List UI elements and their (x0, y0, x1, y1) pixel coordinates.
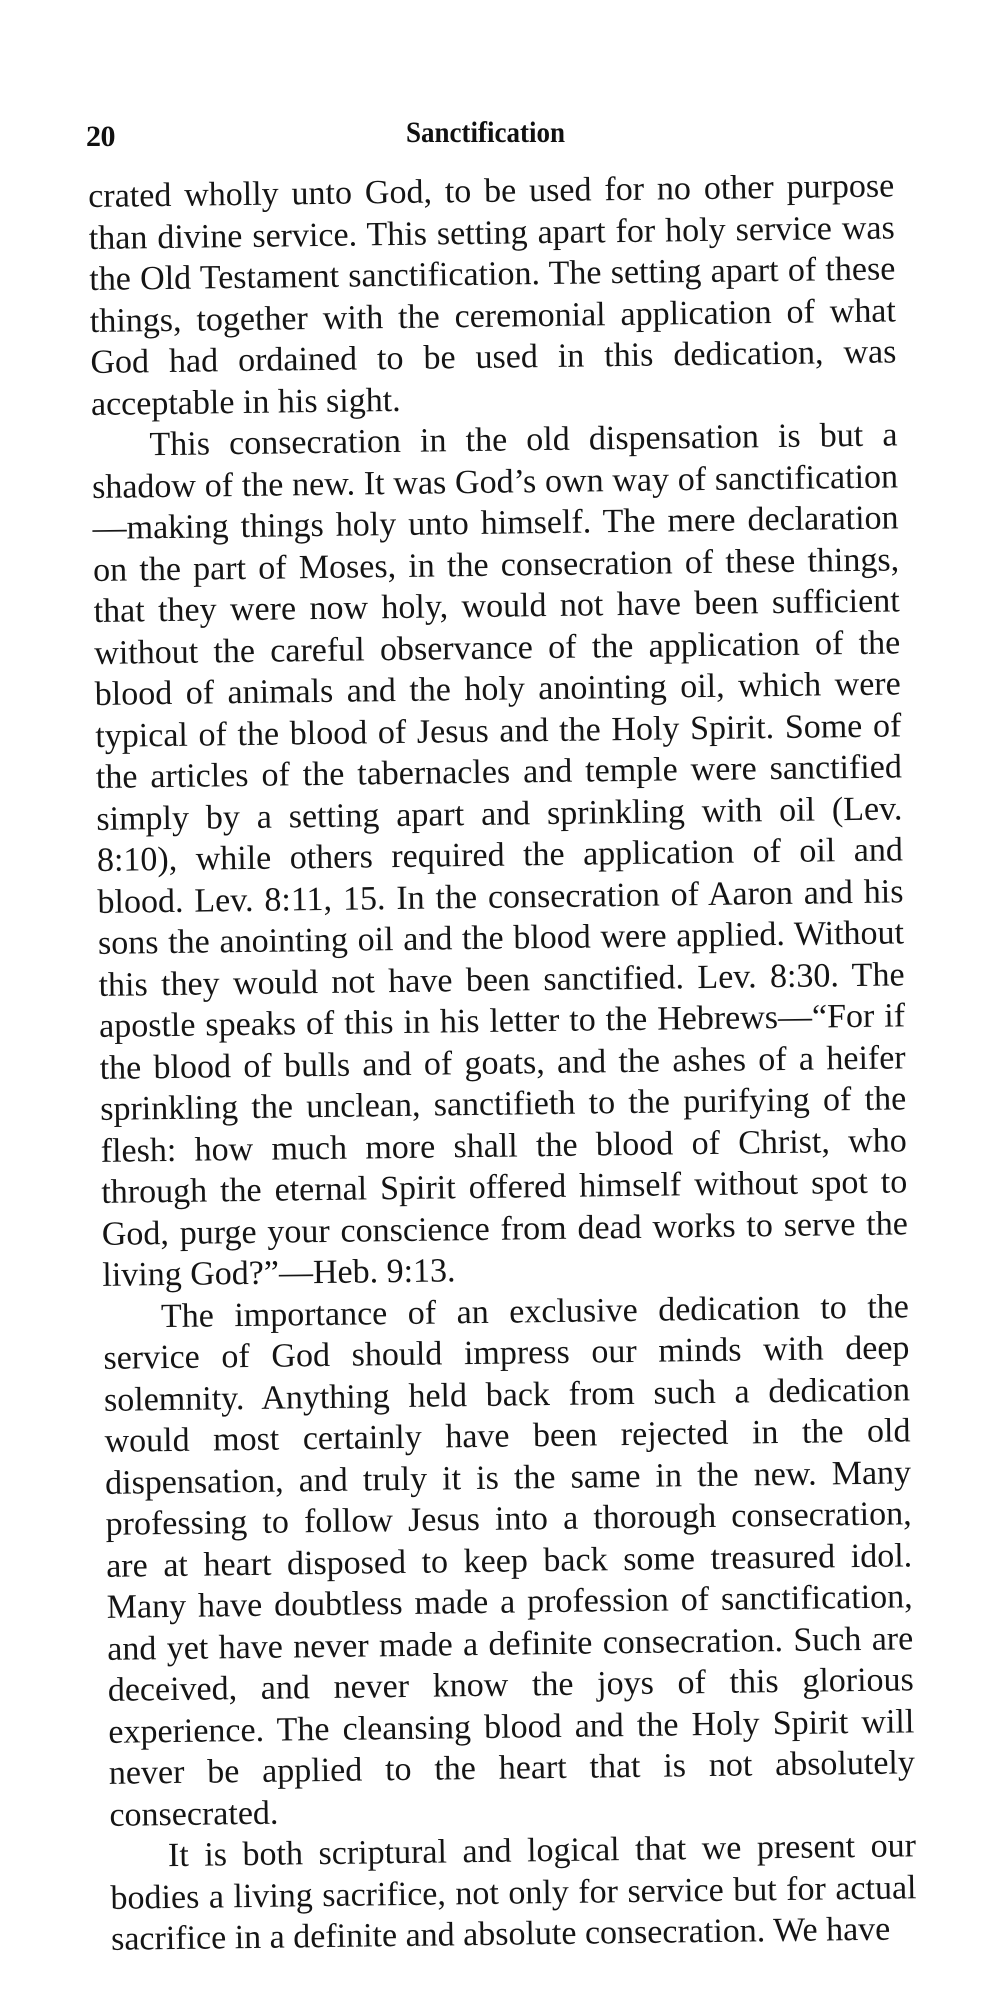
paragraph: crated wholly unto God, to be used for no other purpose than divine service. This setting apart for holy service was the Old Testament sanctification. The setting apart of these things, together with the ceremonial application of what God had ordained to be used in this dedication, was acceptable in his sight. (88, 167, 897, 423)
paragraph: The importance of an exclusive dedication to the service of God should impress our minds with deep solemnity. Anything held back from such a dedication would most certainly have been rejected in the old dispensation, and truly it is the same in the new. Many professing to follow Jesus into a thorough consecration, are at heart disposed to keep back some treasured idol. Many have doubtless made a profession of sanctification, and yet have never made a definite consecration. Such are deceived, and never know the joys of this glorious experience. The cleansing blood and the Holy Spirit will never be applied to the heart that is not absolutely consecrated. (103, 1287, 916, 1834)
paragraph: This consecration in the old dispensation is but a shadow of the new. It was God’s own way of sanctification—making things holy unto himself. The mere declaration on the part of Moses, in the consecration of these things, that they were now holy, would not have been sufficient without the careful observance of the application of the blood of animals and the holy anointing oil, which were typical of the blood of Jesus and the Holy Spirit. Some of the articles of the tabernacles and temple were sanctified simply by a setting apart and sprinkling with oil (Lev. 8:10), while others required the application of oil and blood. Lev. 8:11, 15. In the consecration of Aaron and his sons the anointing oil and the blood were applied. Without this they would not have been sanctified. Lev. 8:30. The apostle speaks of this in his letter to the Hebrews—“For if the blood of bulls and of goats, and the ashes of a heifer sprinkling the unclean, sanctifieth to the purifying of the flesh: how much more shall the blood of Christ, who through the eternal Spirit offered himself without spot to God, purge your conscience from dead works to serve the living God?”—Heb. 9:13. (91, 416, 909, 1294)
paragraph: It is both scriptural and logical that we present our bodies a living sacrifice, not only for service but for actual sacrifice in a definite and absolute consecration. We have (110, 1827, 917, 1958)
page-header (86, 116, 906, 160)
running-head: Sanctification (406, 116, 566, 149)
body-text (88, 165, 917, 1960)
page-number: 20 (86, 120, 115, 153)
